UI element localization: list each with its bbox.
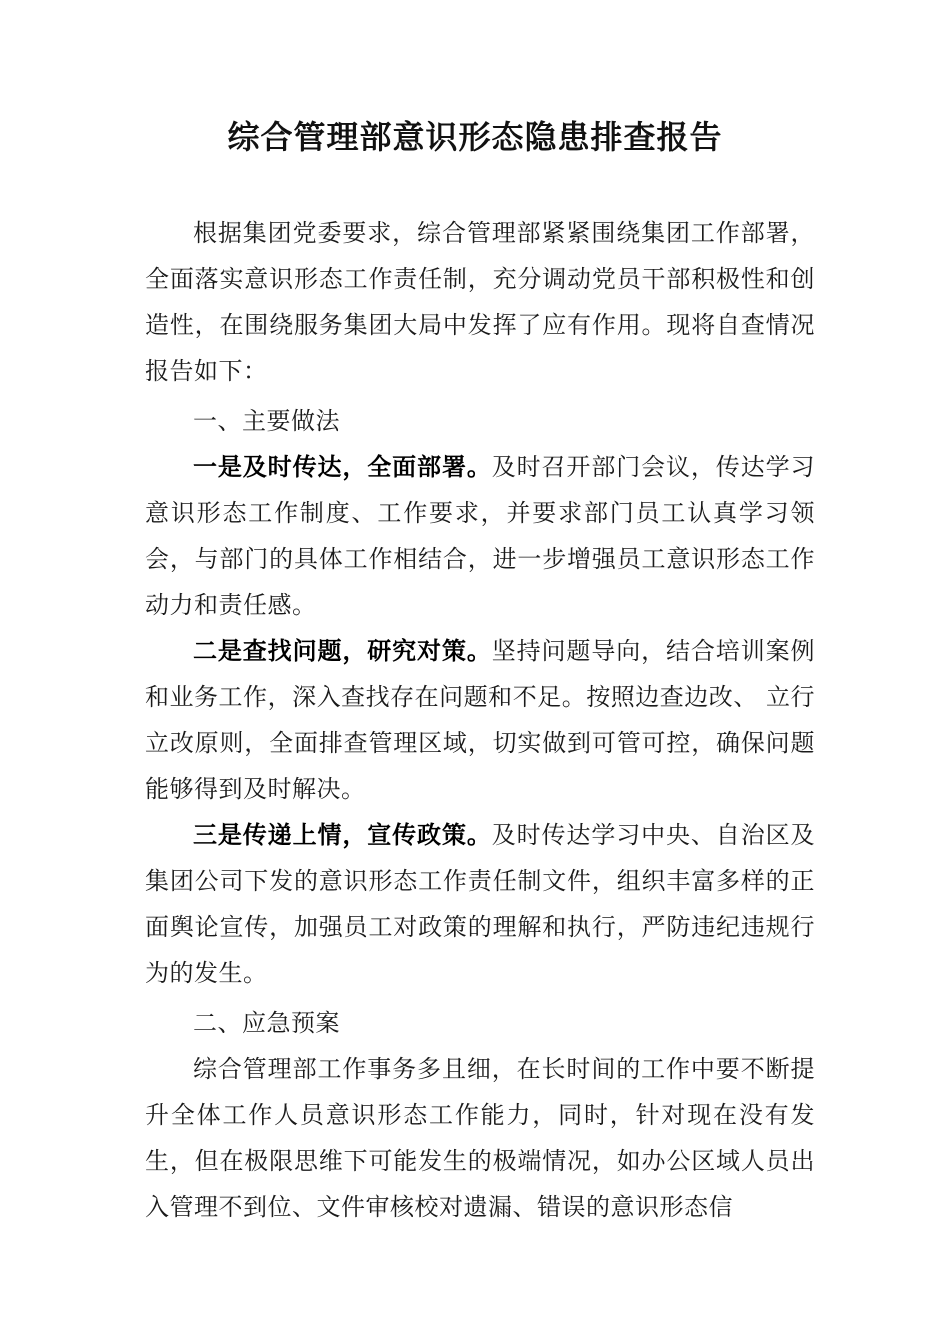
document-title: 综合管理部意识形态隐患排查报告 xyxy=(227,118,723,156)
intro-paragraph: 根据集团党委要求，综合管理部紧紧围绕集团工作部署，全面落实意识形态工作责任制，充分调动党员干部积极性和创造性，在围绕服务集团大局中发挥了应有作用。现将自查情况报告如下： xyxy=(145,219,815,385)
section-heading-emergency-plan: 二、应急预案 xyxy=(193,1009,340,1037)
practice-item-1-lead: 一是及时传达，全面部署。 xyxy=(193,453,492,481)
practice-item-3-lead: 三是传递上情，宣传政策。 xyxy=(193,821,492,849)
practice-item-3-text: 及时传达学习中央、自治区及集团公司下发的意识形态工作责任制文件，组织丰富多样的正面舆论宣传，加强员工对政策的理解和执行，严防违纪违规行为的发生。 xyxy=(145,821,815,987)
practice-item-1 xyxy=(145,444,815,628)
practice-item-3 xyxy=(145,812,815,996)
practice-item-1-text: 及时召开部门会议，传达学习意识形态工作制度、工作要求，并要求部门员工认真学习领会，与部门的具体工作相结合，进一步增强员工意识形态工作动力和责任感。 xyxy=(145,453,815,619)
document-body xyxy=(145,210,815,1230)
practice-item-2-lead: 二是查找问题，研究对策。 xyxy=(193,637,492,665)
section-heading-main-practices: 一、主要做法 xyxy=(193,407,340,435)
emergency-plan-paragraph: 综合管理部工作事务多且细，在长时间的工作中要不断提升全体工作人员意识形态工作能力，同时，针对现在没有发生，但在极限思维下可能发生的极端情况，如办公区域人员出入管理不到位、文件审核校对遗漏、错误的意识形态信 xyxy=(145,1055,815,1221)
practice-item-2-text: 坚持问题导向，结合培训案例和业务工作，深入查找存在问题和不足。按照边查边改、 立行立改原则，全面排查管理区域，切实做到可管可控，确保问题能够得到及时解决。 xyxy=(145,637,815,803)
practice-item-2 xyxy=(145,628,815,812)
